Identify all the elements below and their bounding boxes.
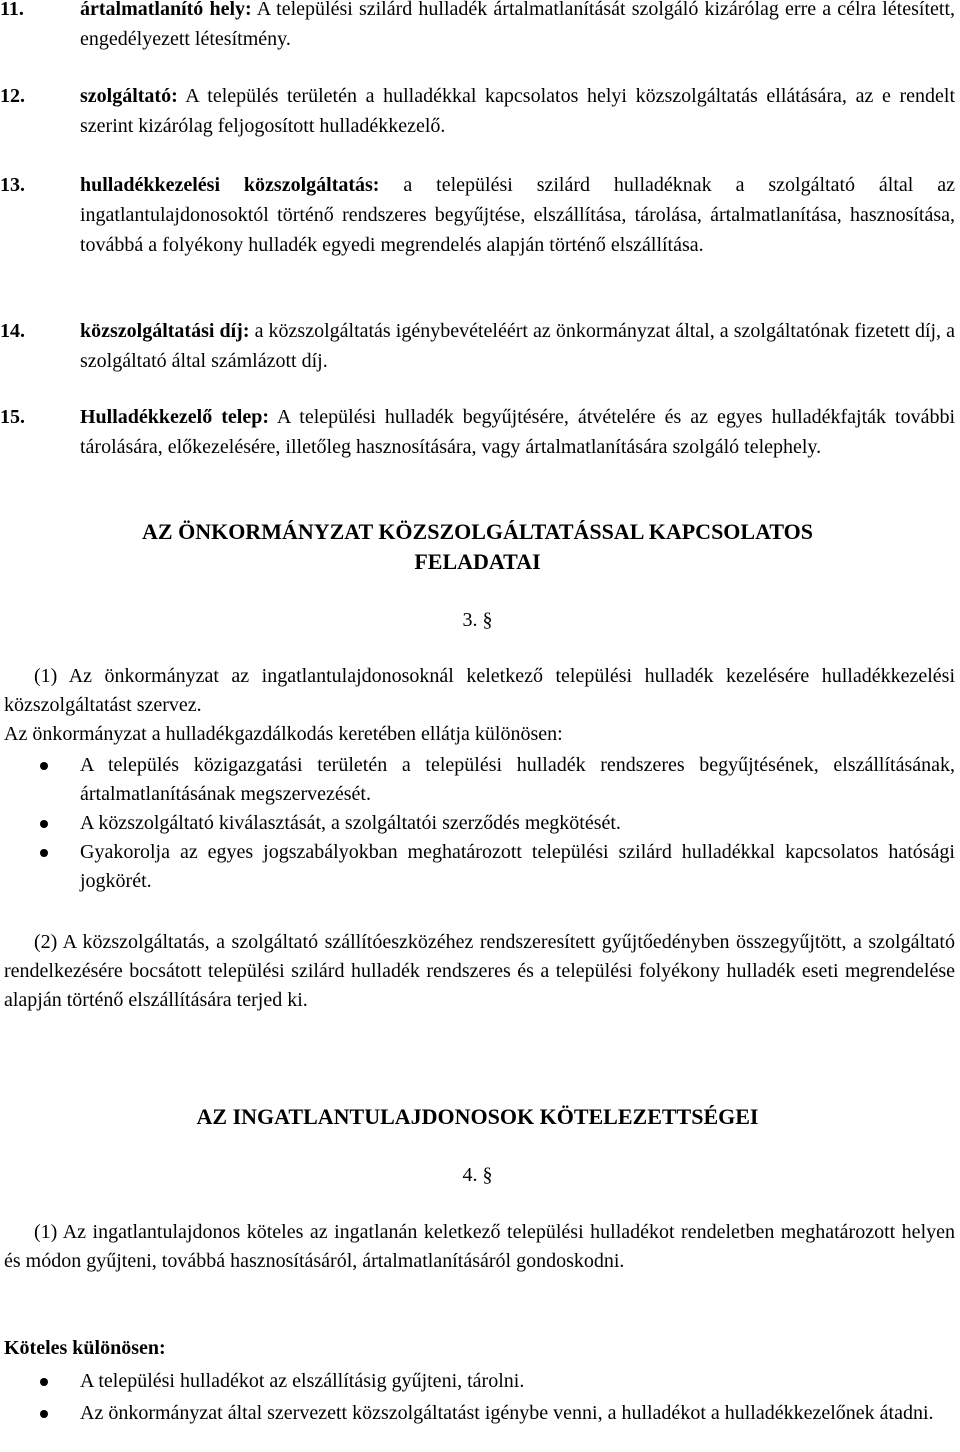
paragraph-text: (1) Az ingatlantulajdonos köteles az ingatlanán keletkező települési hulladékot rendeletben meghatározott helyen és módon gyűjteni, továbbá hasznosításáról, ártalmatlanításáról gondoskodni. <box>4 1221 955 1272</box>
definition-14 <box>0 316 955 376</box>
paragraph-1 <box>4 662 955 720</box>
definition-text: a települési szilárd hulladéknak a szolgáltató által az ingatlantulajdonosoktól történő rendszeres begyűjtése, elszállítása, tárolása, ártalmatlanítása, hasznosítása, továbbá a folyékony hulladék egyedi megrendelés alapján történő elszállítása. <box>80 174 956 256</box>
definition-term: ártalmatlanító hely: <box>80 0 252 20</box>
chapter-title-line-1: AZ ÖNKORMÁNYZAT KÖZSZOLGÁLTATÁSSAL KAPCSOLATOS <box>142 519 813 544</box>
definition-term: szolgáltató: <box>80 85 178 107</box>
list-item: A közszolgáltató kiválasztását, a szolgáltatói szerződés megkötését. <box>0 809 955 838</box>
definition-13 <box>0 170 955 260</box>
section-number: 3. § <box>462 609 493 631</box>
obligations-label: Köteles különösen: <box>4 1337 166 1359</box>
definition-text: A települési szilárd hulladék ártalmatlanítását szolgáló kizárólag erre a célra létesített, engedélyezett létesítmény. <box>80 0 955 50</box>
list-item: Az önkormányzat által szervezett közszolgáltatást igénybe venni, a hulladékot a hulladékkezelőnek átadni. <box>0 1399 955 1428</box>
definition-number: 13. <box>0 174 25 196</box>
bullet-icon <box>40 762 48 770</box>
obligation-list <box>0 1367 955 1428</box>
definition-12 <box>0 81 955 141</box>
definition-number: 15. <box>0 406 25 428</box>
list-item: A települési hulladékot az elszállításig gyűjteni, tárolni. <box>0 1367 955 1396</box>
chapter-title <box>0 517 955 577</box>
task-list <box>0 751 955 896</box>
chapter-title: AZ INGATLANTULAJDONOSOK KÖTELEZETTSÉGEI <box>196 1104 759 1129</box>
definition-15 <box>0 402 955 462</box>
list-item: A település közigazgatási területén a települési hulladék rendszeres begyűjtésének, elszállításának, ártalmatlanításának megszervezését. <box>0 751 955 809</box>
section-number: 4. § <box>462 1164 493 1186</box>
definition-term: Hulladékkezelő telep: <box>80 406 269 428</box>
list-item: Gyakorolja az egyes jogszabályokban meghatározott települési szilárd hulladékkal kapcsolatos hatósági jogkörét. <box>0 838 955 896</box>
paragraph-1 <box>4 1218 955 1276</box>
bullet-icon <box>40 820 48 828</box>
bullet-icon <box>40 1410 48 1418</box>
bullet-icon <box>40 1378 48 1386</box>
paragraph-2 <box>4 928 955 1015</box>
definition-term: hulladékkezelési közszolgáltatás: <box>80 174 380 196</box>
definition-number: 11. <box>0 0 24 20</box>
definition-text: A település területén a hulladékkal kapcsolatos helyi közszolgáltatás ellátására, az e rendelt szerint kizárólag feljogosított hulladékkezelő. <box>80 85 955 137</box>
bullet-icon <box>40 849 48 857</box>
definition-11 <box>0 0 955 54</box>
definition-text: A települési hulladék begyűjtésére, átvételére és az egyes hulladékfajták további tárolására, előkezelésére, illetőleg hasznosítására, vagy ártalmatlanítására szolgáló telephely. <box>80 406 956 458</box>
definition-number: 14. <box>0 320 25 342</box>
definition-text: a közszolgáltatás igénybevételéért az önkormányzat által, a szolgáltatónak fizetett díj, a szolgáltató által számlázott díj. <box>80 320 956 372</box>
definition-term: közszolgáltatási díj: <box>80 320 250 342</box>
definition-number: 12. <box>0 85 25 107</box>
paragraph-text: (2) A közszolgáltatás, a szolgáltató szállítóeszközéhez rendszeresített gyűjtőedényben összegyűjtött, a szolgáltató rendelkezésére bocsátott települési szilárd hulladék rendszeres és a települési folyékony hulladék eseti megrendelése alapján történő elszállítására terjed ki. <box>4 931 955 1011</box>
paragraph-intro: Az önkormányzat a hulladékgazdálkodás keretében ellátja különösen: <box>4 723 563 745</box>
chapter-title-line-2: FELADATAI <box>414 549 541 574</box>
paragraph-text: (1) Az önkormányzat az ingatlantulajdonosoknál keletkező települési hulladék kezelésére hulladékkezelési közszolgáltatást szervez. <box>4 665 955 716</box>
